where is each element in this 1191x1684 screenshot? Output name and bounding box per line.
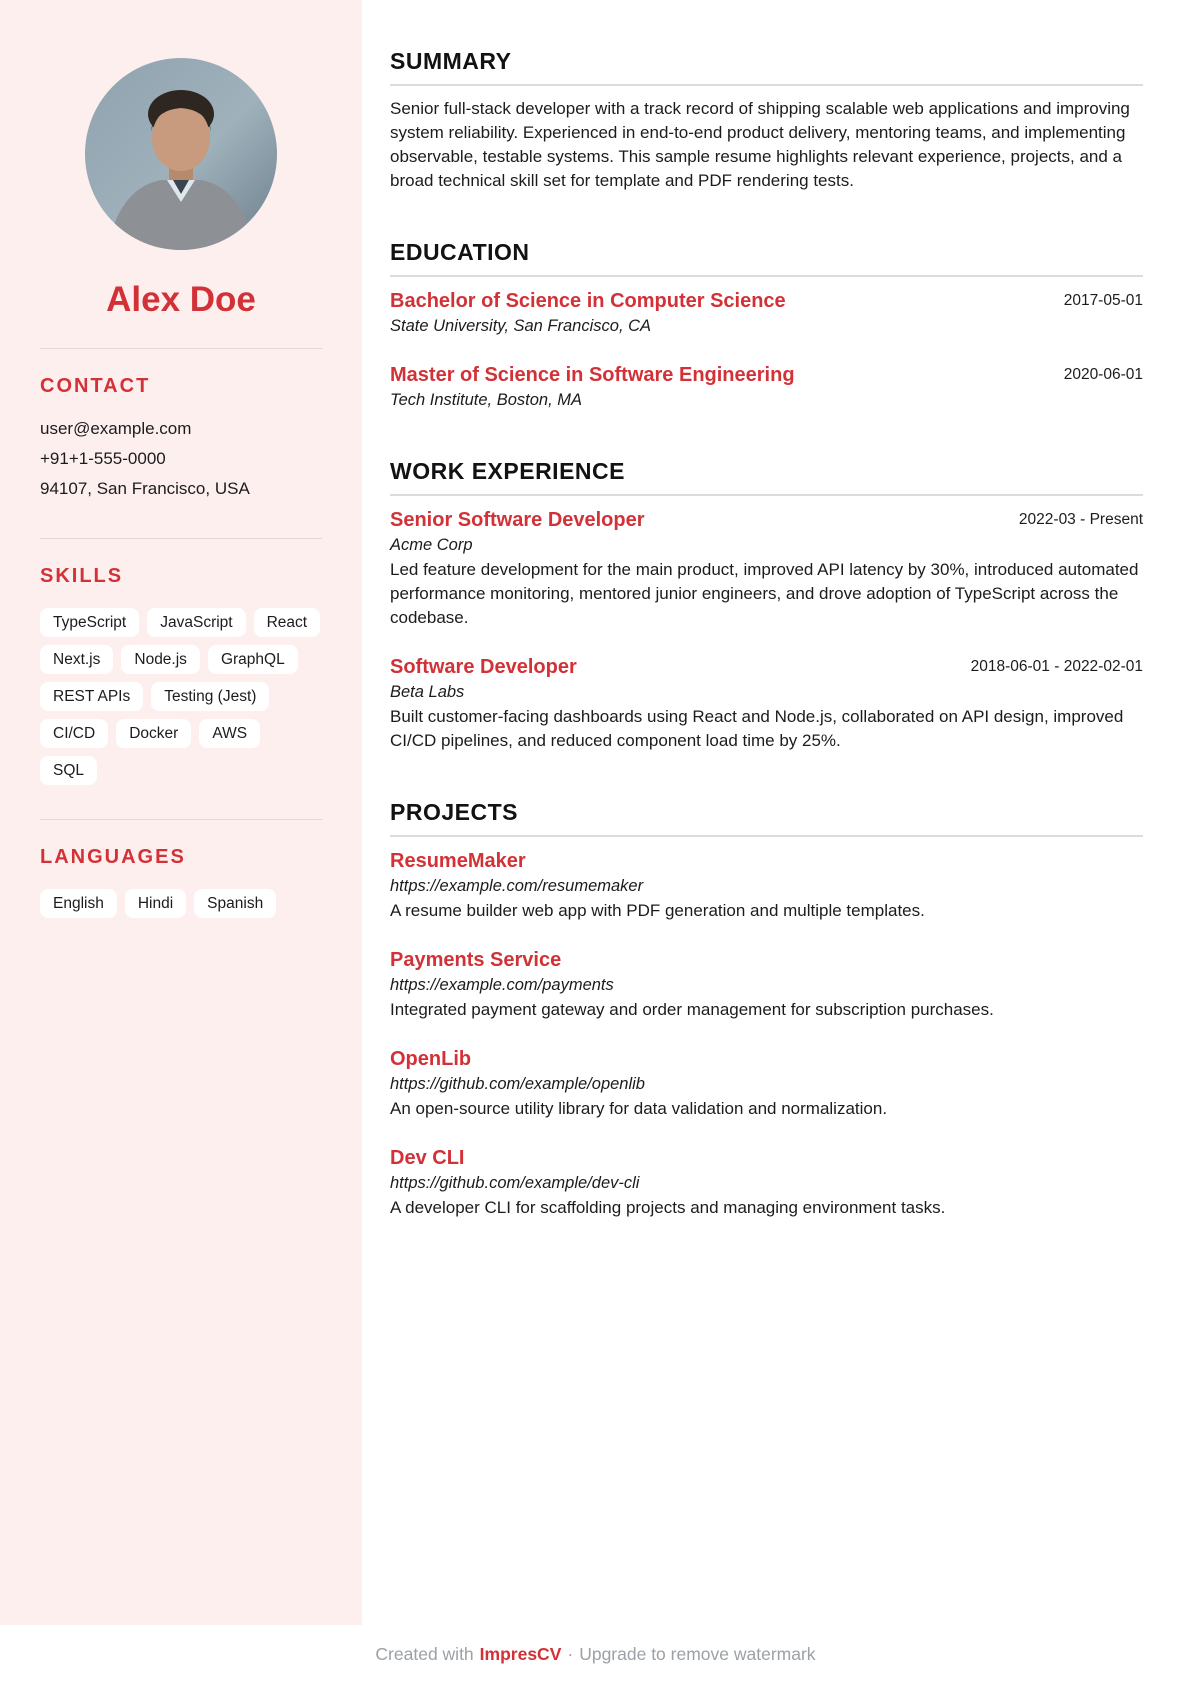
project-entry — [390, 947, 1143, 1022]
experience-heading: WORK EXPERIENCE — [390, 458, 1143, 496]
contact-list — [40, 414, 322, 504]
main-content — [362, 0, 1191, 1625]
skill-chip: Next.js — [40, 645, 113, 674]
languages-chip-list — [40, 889, 322, 918]
project-title: OpenLib — [390, 1048, 472, 1070]
education-date: 2017-05-01 — [1063, 292, 1143, 309]
skill-chip: CI/CD — [40, 719, 108, 748]
upgrade-link[interactable]: Upgrade to remove watermark — [579, 1644, 816, 1664]
project-entry — [390, 848, 1143, 923]
job-title: Software Developer — [390, 656, 577, 678]
education-date: 2020-06-01 — [1063, 366, 1143, 383]
sidebar-divider — [40, 348, 322, 349]
language-chip: Spanish — [194, 889, 276, 918]
watermark-footer — [0, 1625, 1191, 1684]
footer-created-with: Created with — [375, 1644, 474, 1664]
skill-chip: AWS — [199, 719, 260, 748]
company-name: Acme Corp — [390, 536, 473, 554]
languages-heading: LANGUAGES — [40, 846, 186, 868]
language-chip: Hindi — [125, 889, 186, 918]
project-description: A developer CLI for scaffolding projects and managing environment tasks. — [390, 1198, 946, 1217]
skills-chip-list — [40, 608, 322, 785]
education-heading: EDUCATION — [390, 239, 1143, 277]
contact-phone: +91+1-555-0000 — [40, 449, 166, 468]
project-url: https://github.com/example/openlib — [390, 1075, 645, 1093]
skills-section — [40, 565, 322, 785]
language-chip: English — [40, 889, 117, 918]
project-description: An open-source utility library for data validation and normalization. — [390, 1099, 888, 1118]
degree-title: Master of Science in Software Engineering — [390, 364, 795, 386]
project-title: ResumeMaker — [390, 850, 526, 872]
sidebar-divider — [40, 819, 322, 820]
sidebar-divider — [40, 538, 322, 539]
education-entry — [390, 362, 1143, 412]
job-title: Senior Software Developer — [390, 509, 645, 531]
skill-chip: SQL — [40, 756, 97, 785]
education-section — [390, 239, 1143, 412]
projects-heading: PROJECTS — [390, 799, 1143, 837]
job-description: Built customer-facing dashboards using React and Node.js, collaborated on API design, improved CI/CD pipelines, and reduced component load time by 25%. — [390, 707, 1124, 750]
company-name: Beta Labs — [390, 683, 465, 701]
sidebar — [0, 0, 362, 1625]
project-title: Payments Service — [390, 949, 562, 971]
institution: Tech Institute, Boston, MA — [390, 391, 582, 409]
projects-section — [390, 799, 1143, 1220]
education-entry — [390, 288, 1143, 338]
skill-chip: TypeScript — [40, 608, 139, 637]
contact-heading: CONTACT — [40, 375, 151, 397]
page-title-name: Alex Doe — [106, 280, 256, 319]
skill-chip: Testing (Jest) — [151, 682, 269, 711]
project-title: Dev CLI — [390, 1147, 465, 1169]
institution: State University, San Francisco, CA — [390, 317, 652, 335]
job-description: Led feature development for the main product, improved API latency by 30%, introduced automated performance monitoring, mentored junior engineers, and drove adoption of TypeScript across the codebase. — [390, 560, 1139, 627]
job-date: 2018-06-01 - 2022-02-01 — [970, 658, 1143, 675]
project-description: Integrated payment gateway and order management for subscription purchases. — [390, 1000, 994, 1019]
summary-section — [390, 48, 1143, 193]
skill-chip: JavaScript — [147, 608, 245, 637]
skill-chip: React — [254, 608, 321, 637]
experience-entry — [390, 507, 1143, 630]
person-portrait-icon — [85, 58, 277, 250]
skills-heading: SKILLS — [40, 565, 124, 587]
contact-section — [40, 375, 322, 504]
experience-entry — [390, 654, 1143, 753]
experience-section — [390, 458, 1143, 753]
project-url: https://github.com/example/dev-cli — [390, 1174, 640, 1192]
job-date: 2022-03 - Present — [1018, 511, 1143, 528]
summary-heading: SUMMARY — [390, 48, 1143, 86]
project-url: https://example.com/payments — [390, 976, 614, 994]
skill-chip: Docker — [116, 719, 191, 748]
skill-chip: GraphQL — [208, 645, 298, 674]
project-description: A resume builder web app with PDF generation and multiple templates. — [390, 901, 925, 920]
project-url: https://example.com/resumemaker — [390, 877, 644, 895]
profile-photo — [85, 58, 277, 250]
skill-chip: REST APIs — [40, 682, 143, 711]
footer-separator: · — [567, 1644, 574, 1664]
summary-text: Senior full-stack developer with a track record of shipping scalable web applications and improving system reliability. Experienced in end-to-end product delivery, mentoring teams, and implementing observable, testable systems. This sample resume highlights relevant experience, projects, and a broad technical skill set for template and PDF rendering tests. — [390, 99, 1130, 190]
contact-email: user@example.com — [40, 419, 192, 438]
brand-link[interactable]: ImpresCV — [479, 1644, 562, 1664]
project-entry — [390, 1046, 1143, 1121]
skill-chip: Node.js — [121, 645, 200, 674]
languages-section — [40, 846, 322, 918]
contact-address: 94107, San Francisco, USA — [40, 479, 250, 498]
project-entry — [390, 1145, 1143, 1220]
degree-title: Bachelor of Science in Computer Science — [390, 290, 786, 312]
